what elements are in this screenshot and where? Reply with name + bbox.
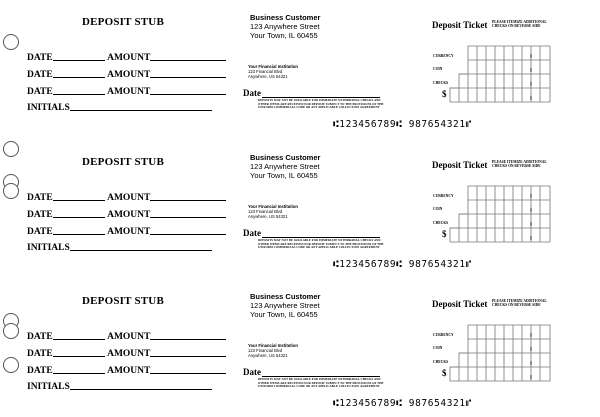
binder-hole — [3, 183, 19, 199]
amount-field[interactable] — [150, 208, 226, 218]
stub-date-amount-row — [27, 208, 226, 220]
ticket-3 — [0, 279, 600, 417]
customer-name: Business Customer — [250, 292, 321, 301]
stub-initials-row — [27, 241, 212, 253]
coin-label: COIN — [433, 207, 443, 211]
binder-hole — [3, 323, 19, 339]
date-field[interactable] — [53, 68, 105, 78]
customer-block — [250, 153, 320, 180]
itemize-note: PLEASE ITEMIZE ADDITIONAL CHECKS ON REVERSE SIDE — [492, 299, 547, 308]
bank-name: Your Financial Institution — [248, 64, 298, 69]
stub-date-amount-row — [27, 364, 226, 376]
amount-entry-grid[interactable] — [440, 323, 552, 383]
bank-name: Your Financial Institution — [248, 204, 298, 209]
initials-label: INITIALS — [27, 103, 70, 113]
bank-address-line1: 123 Financial Blvd — [248, 348, 283, 353]
customer-address-line2: Your Town, IL 60455 — [250, 310, 318, 319]
amount-label: AMOUNT — [107, 349, 151, 359]
bank-address-line2: Anywhere, US 54321 — [248, 214, 288, 219]
coin-label: COIN — [433, 346, 443, 350]
binder-hole — [3, 357, 19, 373]
date-field[interactable] — [53, 225, 105, 235]
initials-field[interactable] — [70, 241, 212, 251]
amount-label: AMOUNT — [107, 366, 151, 376]
customer-block — [250, 13, 320, 40]
amount-field[interactable] — [150, 51, 226, 61]
initials-field[interactable] — [70, 380, 212, 390]
stub-title: DEPOSIT STUB — [82, 295, 164, 307]
date-label: DATE — [27, 193, 53, 203]
micr-line: ⑆123456789⑆ 987654321⑈ — [333, 259, 472, 270]
bank-block — [248, 204, 298, 219]
bank-block — [248, 343, 298, 358]
bank-address-line1: 123 Financial Blvd — [248, 69, 283, 74]
amount-label: AMOUNT — [107, 53, 151, 63]
date-label: DATE — [27, 332, 53, 342]
coin-label: COIN — [433, 67, 443, 71]
itemize-note: PLEASE ITEMIZE ADDITIONAL CHECKS ON REVERSE SIDE — [492, 160, 547, 169]
stub-date-amount-row — [27, 347, 226, 359]
initials-label: INITIALS — [27, 243, 70, 253]
initials-field[interactable] — [70, 101, 212, 111]
customer-address-line2: Your Town, IL 60455 — [250, 31, 318, 40]
date-field[interactable] — [53, 330, 105, 340]
itemize-note: PLEASE ITEMIZE ADDITIONAL CHECKS ON REVERSE SIDE — [492, 20, 547, 29]
date-label: DATE — [27, 349, 53, 359]
bank-address-line2: Anywhere, US 54321 — [248, 353, 288, 358]
ticket-1 — [0, 0, 600, 138]
total-dollar-sign: $ — [442, 89, 447, 99]
ticket-date-label: Date — [243, 228, 261, 238]
amount-field[interactable] — [150, 191, 226, 201]
date-label: DATE — [27, 70, 53, 80]
initials-label: INITIALS — [27, 382, 70, 392]
total-dollar-sign: $ — [442, 368, 447, 378]
currency-label: CURRENCY — [433, 333, 454, 337]
amount-label: AMOUNT — [107, 70, 151, 80]
stub-date-amount-row — [27, 68, 226, 80]
date-field[interactable] — [53, 51, 105, 61]
deposit-disclaimer: DEPOSITS MAY NOT BE AVAILABLE FOR IMMEDIATE WITHDRAWAL CHECKS AND OTHER ITEMS ARE RECEIVED FOR DEPOSIT SUBJECT TO THE PROVISIONS OF THE UNIFORM COMMERCIAL CODE OR ANY APPLICABLE COLLECTION AGREEMENT — [258, 238, 384, 250]
stub-title: DEPOSIT STUB — [82, 16, 164, 28]
date-field[interactable] — [53, 191, 105, 201]
stub-date-amount-row — [27, 51, 226, 63]
ticket-date-label: Date — [243, 88, 261, 98]
customer-name: Business Customer — [250, 153, 321, 162]
date-label: DATE — [27, 366, 53, 376]
customer-name: Business Customer — [250, 13, 321, 22]
currency-label: CURRENCY — [433, 54, 454, 58]
stub-initials-row — [27, 101, 212, 113]
bank-name: Your Financial Institution — [248, 343, 298, 348]
bank-address-line2: Anywhere, US 54321 — [248, 74, 288, 79]
deposit-disclaimer: DEPOSITS MAY NOT BE AVAILABLE FOR IMMEDIATE WITHDRAWAL CHECKS AND OTHER ITEMS ARE RECEIVED FOR DEPOSIT SUBJECT TO THE PROVISIONS OF THE UNIFORM COMMERCIAL CODE OR ANY APPLICABLE COLLECTION AGREEMENT — [258, 98, 384, 110]
customer-address-line1: 123 Anywhere Street — [250, 301, 320, 310]
amount-field[interactable] — [150, 225, 226, 235]
amount-entry-grid[interactable] — [440, 44, 552, 104]
customer-address-line1: 123 Anywhere Street — [250, 22, 320, 31]
stub-date-amount-row — [27, 191, 226, 203]
date-label: DATE — [27, 227, 53, 237]
amount-label: AMOUNT — [107, 227, 151, 237]
micr-line: ⑆123456789⑆ 987654321⑈ — [333, 119, 472, 130]
date-label: DATE — [27, 210, 53, 220]
customer-address-line1: 123 Anywhere Street — [250, 162, 320, 171]
amount-field[interactable] — [150, 68, 226, 78]
currency-label: CURRENCY — [433, 194, 454, 198]
deposit-ticket-title: Deposit Ticket — [432, 160, 488, 170]
customer-block — [250, 292, 320, 319]
stub-initials-row — [27, 380, 212, 392]
amount-field[interactable] — [150, 85, 226, 95]
amount-field[interactable] — [150, 364, 226, 374]
date-field[interactable] — [53, 364, 105, 374]
checks-label: CHECKS — [433, 360, 449, 364]
binder-hole — [3, 141, 19, 157]
amount-entry-grid[interactable] — [440, 184, 552, 244]
stub-title: DEPOSIT STUB — [82, 156, 164, 168]
amount-field[interactable] — [150, 330, 226, 340]
amount-label: AMOUNT — [107, 210, 151, 220]
amount-label: AMOUNT — [107, 87, 151, 97]
date-field[interactable] — [53, 85, 105, 95]
total-dollar-sign: $ — [442, 229, 447, 239]
checks-label: CHECKS — [433, 81, 449, 85]
stub-date-amount-row — [27, 330, 226, 342]
deposit-disclaimer: DEPOSITS MAY NOT BE AVAILABLE FOR IMMEDIATE WITHDRAWAL CHECKS AND OTHER ITEMS ARE RECEIVED FOR DEPOSIT SUBJECT TO THE PROVISIONS OF THE UNIFORM COMMERCIAL CODE OR ANY APPLICABLE COLLECTION AGREEMENT — [258, 377, 384, 389]
date-label: DATE — [27, 53, 53, 63]
checks-label: CHECKS — [433, 221, 449, 225]
date-field[interactable] — [53, 347, 105, 357]
customer-address-line2: Your Town, IL 60455 — [250, 171, 318, 180]
amount-field[interactable] — [150, 347, 226, 357]
deposit-ticket-title: Deposit Ticket — [432, 299, 488, 309]
binder-hole — [3, 34, 19, 50]
ticket-2 — [0, 140, 600, 278]
stub-date-amount-row — [27, 225, 226, 237]
date-label: DATE — [27, 87, 53, 97]
stub-date-amount-row — [27, 85, 226, 97]
amount-label: AMOUNT — [107, 332, 151, 342]
date-field[interactable] — [53, 208, 105, 218]
bank-address-line1: 123 Financial Blvd — [248, 209, 283, 214]
ticket-date-label: Date — [243, 367, 261, 377]
micr-line: ⑆123456789⑆ 987654321⑈ — [333, 398, 472, 409]
deposit-ticket-title: Deposit Ticket — [432, 20, 488, 30]
bank-block — [248, 64, 298, 79]
amount-label: AMOUNT — [107, 193, 151, 203]
